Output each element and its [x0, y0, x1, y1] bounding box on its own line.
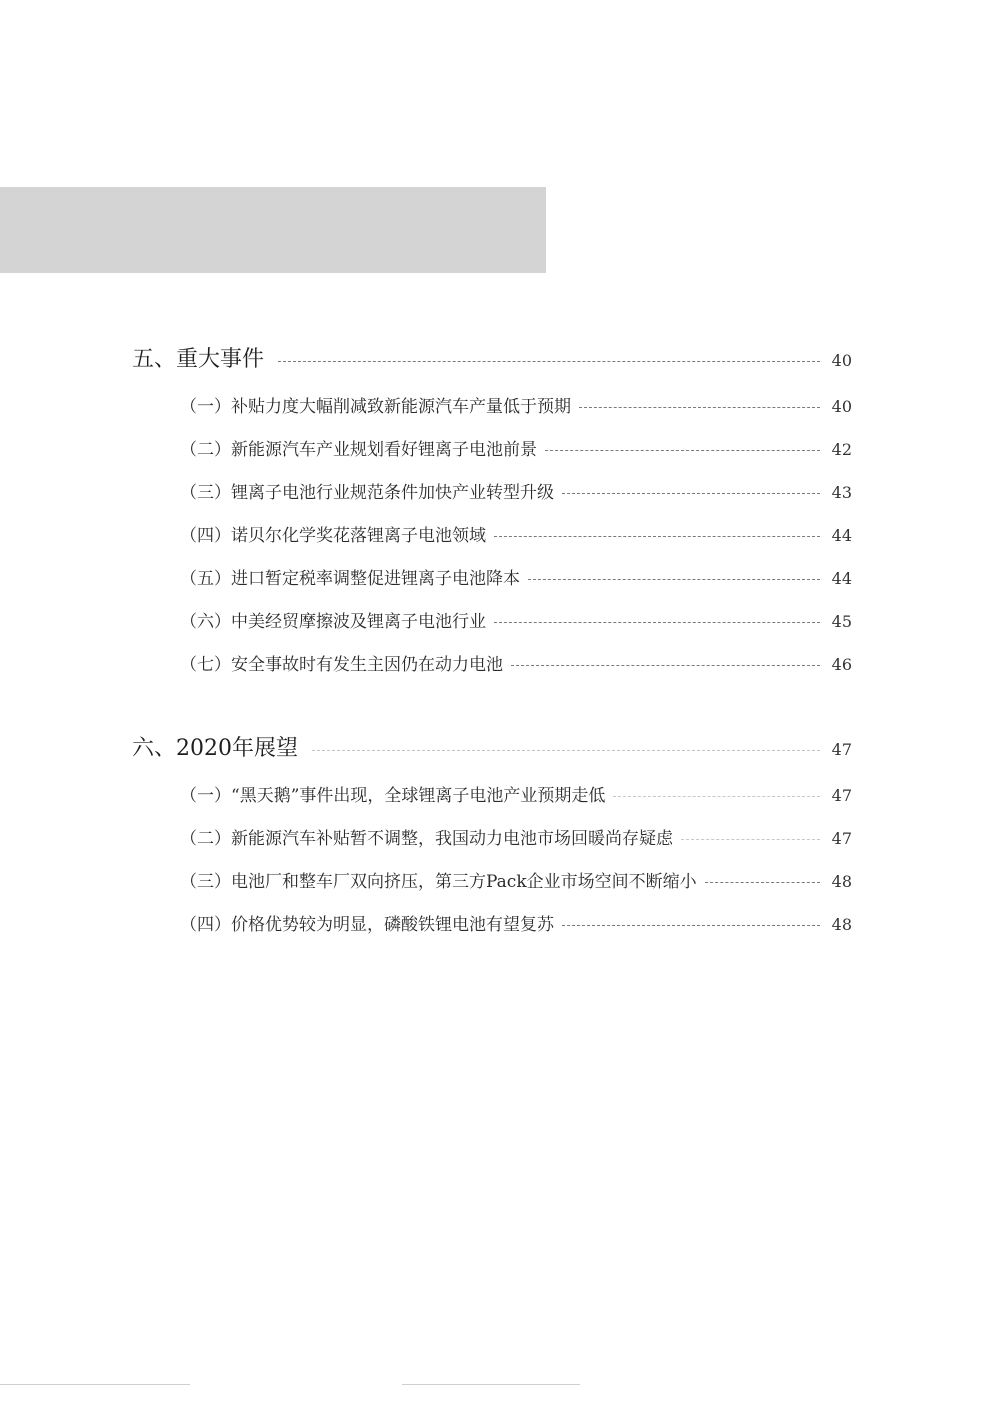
toc-entry[interactable]: [180, 564, 852, 588]
toc-entry[interactable]: [180, 607, 852, 631]
toc-entry[interactable]: [180, 781, 852, 805]
toc-page-number: 45: [831, 612, 852, 631]
toc-entry-title: （六）中美经贸摩擦波及锂离子电池行业: [180, 612, 486, 632]
toc-entry[interactable]: [180, 521, 852, 545]
dot-leader: [545, 450, 820, 451]
dot-leader: [511, 665, 820, 666]
toc-entry[interactable]: [180, 650, 852, 674]
toc-section-6[interactable]: [132, 731, 852, 763]
toc-page-number: 44: [831, 526, 852, 545]
header-gray-band: [0, 187, 546, 273]
toc-entry-title: （二）新能源汽车补贴暂不调整，我国动力电池市场回暖尚存疑虑: [180, 829, 673, 849]
toc-entry[interactable]: [180, 867, 852, 891]
toc-page-number: 47: [831, 786, 852, 805]
dot-leader: [312, 750, 820, 751]
toc-section-title: 六、2020年展望: [132, 736, 298, 761]
toc-section-5[interactable]: [132, 342, 852, 374]
toc-entry-title: （一）补贴力度大幅削减致新能源汽车产量低于预期: [180, 397, 571, 417]
dot-leader: [494, 622, 820, 623]
dot-leader: [528, 579, 820, 580]
dot-leader: [562, 925, 820, 926]
scan-artifact-line: [0, 1384, 190, 1385]
toc-page-number: 44: [831, 569, 852, 588]
toc-section-title: 五、重大事件: [132, 347, 265, 372]
toc-page-number: 43: [831, 483, 852, 502]
toc-page-number: 47: [831, 740, 852, 759]
toc-entry-title: （三）锂离子电池行业规范条件加快产业转型升级: [180, 483, 554, 503]
dot-leader: [579, 407, 820, 408]
dot-leader: [705, 882, 820, 883]
toc-page-number: 40: [831, 351, 852, 370]
toc-entry[interactable]: [180, 435, 852, 459]
toc-entry-title: （一）“黑天鹅”事件出现，全球锂离子电池产业预期走低: [180, 786, 606, 806]
toc-page-number: 48: [831, 915, 852, 934]
toc-entry-title: （七）安全事故时有发生主因仍在动力电池: [180, 655, 503, 675]
toc-entry[interactable]: [180, 910, 852, 934]
toc-entry[interactable]: [180, 478, 852, 502]
toc-page-number: 42: [831, 440, 852, 459]
toc-entry-title: （四）诺贝尔化学奖花落锂离子电池领域: [180, 526, 486, 546]
toc-entry[interactable]: [180, 392, 852, 416]
dot-leader: [494, 536, 820, 537]
toc-entry-title: （五）进口暂定税率调整促进锂离子电池降本: [180, 569, 520, 589]
dot-leader: [681, 839, 820, 840]
toc-page-number: 46: [831, 655, 852, 674]
toc-page-number: 40: [831, 397, 852, 416]
dot-leader: [613, 796, 820, 797]
toc-page-number: 47: [831, 829, 852, 848]
dot-leader: [278, 361, 820, 362]
scan-artifact-line: [402, 1384, 580, 1385]
toc-entry[interactable]: [180, 824, 852, 848]
toc-page-number: 48: [831, 872, 852, 891]
toc-entry-title: （四）价格优势较为明显，磷酸铁锂电池有望复苏: [180, 915, 554, 935]
toc-entry-title: （二）新能源汽车产业规划看好锂离子电池前景: [180, 440, 537, 460]
toc-entry-title: （三）电池厂和整车厂双向挤压，第三方Pack企业市场空间不断缩小: [180, 872, 697, 892]
dot-leader: [562, 493, 820, 494]
